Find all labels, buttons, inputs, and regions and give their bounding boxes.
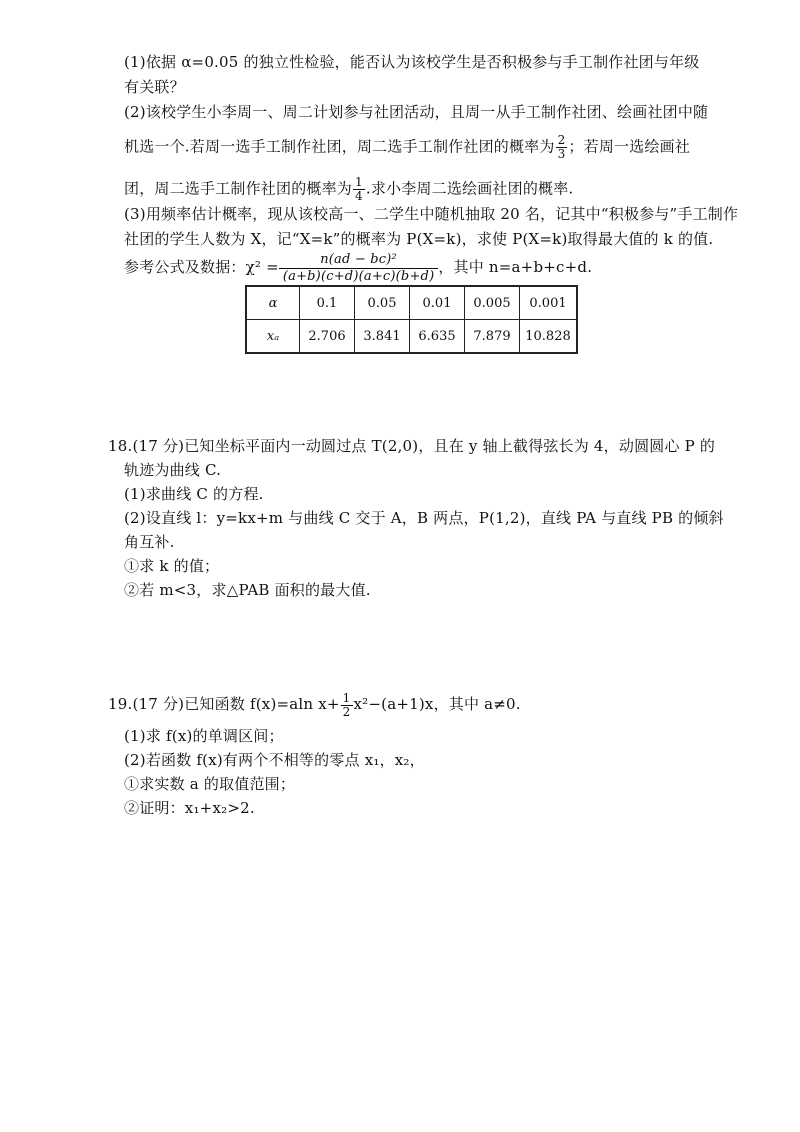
table-cell: 6.635 [410, 320, 465, 354]
q18-line1: 18.(17 分)已知坐标平面内一动圆过点 T(2,0)，且在 y 轴上截得弦长为 4，动圆圆心 P 的 [108, 437, 716, 455]
critical-value-table [245, 285, 578, 354]
q18-part2-line2: 角互补. [124, 533, 175, 551]
q19-line1 [108, 688, 521, 720]
fraction-one-half [341, 692, 353, 719]
table-cell: 0.1 [300, 286, 355, 320]
fraction-denominator: 2 [342, 704, 351, 719]
chi-square-numerator: n(ad − bc)² [279, 252, 439, 269]
table-cell: 2.706 [300, 320, 355, 354]
q17-part2-line2-text: 机选一个.若周一选手工制作社团，周二选手工制作社团的概率为 [124, 137, 555, 156]
q17-part2-line3-text: 团，周二选手工制作社团的概率为 [124, 179, 353, 198]
q17-part3-line2: 社团的学生人数为 X，记“X=k”的概率为 P(X=k)，求使 P(X=k)取得最大值的 k 的值. [124, 230, 714, 248]
reference-formula [124, 250, 592, 285]
table-row [246, 320, 577, 354]
q17-part2-line2 [124, 134, 690, 161]
fraction-numerator: 2 [557, 133, 566, 147]
fraction-one-quarter [353, 176, 365, 203]
q17-part1-line2: 有关联？ [124, 78, 185, 96]
q17-part2-line1: (2)该校学生小李周一、周二计划参与社团活动，且周一从手工制作社团、绘画社团中随 [124, 103, 709, 121]
table-cell: 3.841 [355, 320, 410, 354]
q18-part1: (1)求曲线 C 的方程. [124, 485, 264, 503]
q19-part2: (2)若函数 f(x)有两个不相等的零点 x₁，x₂， [124, 751, 425, 769]
q17-part3-line1: (3)用频率估计概率，现从该校高一、二学生中随机抽取 20 名，记其中“积极参与”手工制作 [124, 205, 739, 223]
table-cell: 0.001 [520, 286, 578, 320]
table-cell: 0.01 [410, 286, 465, 320]
q18-sub2: ②若 m<3，求△PAB 面积的最大值. [124, 581, 371, 599]
table-cell: 0.005 [465, 286, 520, 320]
q19-line1-tail: x²−(a+1)x，其中 a≠0. [353, 695, 521, 713]
chi-square-fraction [279, 252, 439, 285]
fraction-numerator: 1 [355, 175, 363, 189]
q19-sub1: ①求实数 a 的取值范围； [124, 775, 296, 793]
q17-part2-line3 [124, 176, 573, 203]
q19-line1-text: 19.(17 分)已知函数 f(x)=aln x+ [108, 695, 340, 713]
fraction-denominator: 3 [557, 147, 566, 161]
table-header-x-alpha: xₐ [246, 320, 300, 354]
q18-sub1: ①求 k 的值； [124, 557, 220, 575]
q17-part2-line2-tail: ；若周一选绘画社 [568, 137, 691, 156]
table-cell: 0.05 [355, 286, 410, 320]
chi-square-denominator: (a+b)(c+d)(a+c)(b+d) [282, 268, 435, 284]
fraction-two-thirds [556, 134, 568, 161]
q17-part1-line1: (1)依据 α=0.05 的独立性检验，能否认为该校学生是否积极参与手工制作社团与年级 [124, 53, 700, 71]
q19-part1: (1)求 f(x)的单调区间； [124, 727, 284, 745]
q19-sub2: ②证明：x₁+x₂>2. [124, 799, 255, 817]
reference-formula-label: 参考公式及数据：χ² = [124, 258, 279, 276]
q18-line2: 轨迹为曲线 C. [124, 461, 222, 479]
table-row [246, 286, 577, 320]
table-cell: 10.828 [520, 320, 578, 354]
table-header-alpha: α [246, 286, 300, 320]
fraction-numerator: 1 [342, 690, 351, 705]
q17-part2-line3-tail: .求小李周二选绘画社团的概率. [365, 179, 574, 198]
reference-formula-tail: ，其中 n=a+b+c+d. [438, 258, 593, 276]
q18-part2-line1: (2)设直线 l：y=kx+m 与曲线 C 交于 A，B 两点，P(1,2)，直线 PA 与直线 PB 的倾斜 [124, 509, 724, 527]
fraction-denominator: 4 [355, 189, 363, 203]
table-cell: 7.879 [465, 320, 520, 354]
